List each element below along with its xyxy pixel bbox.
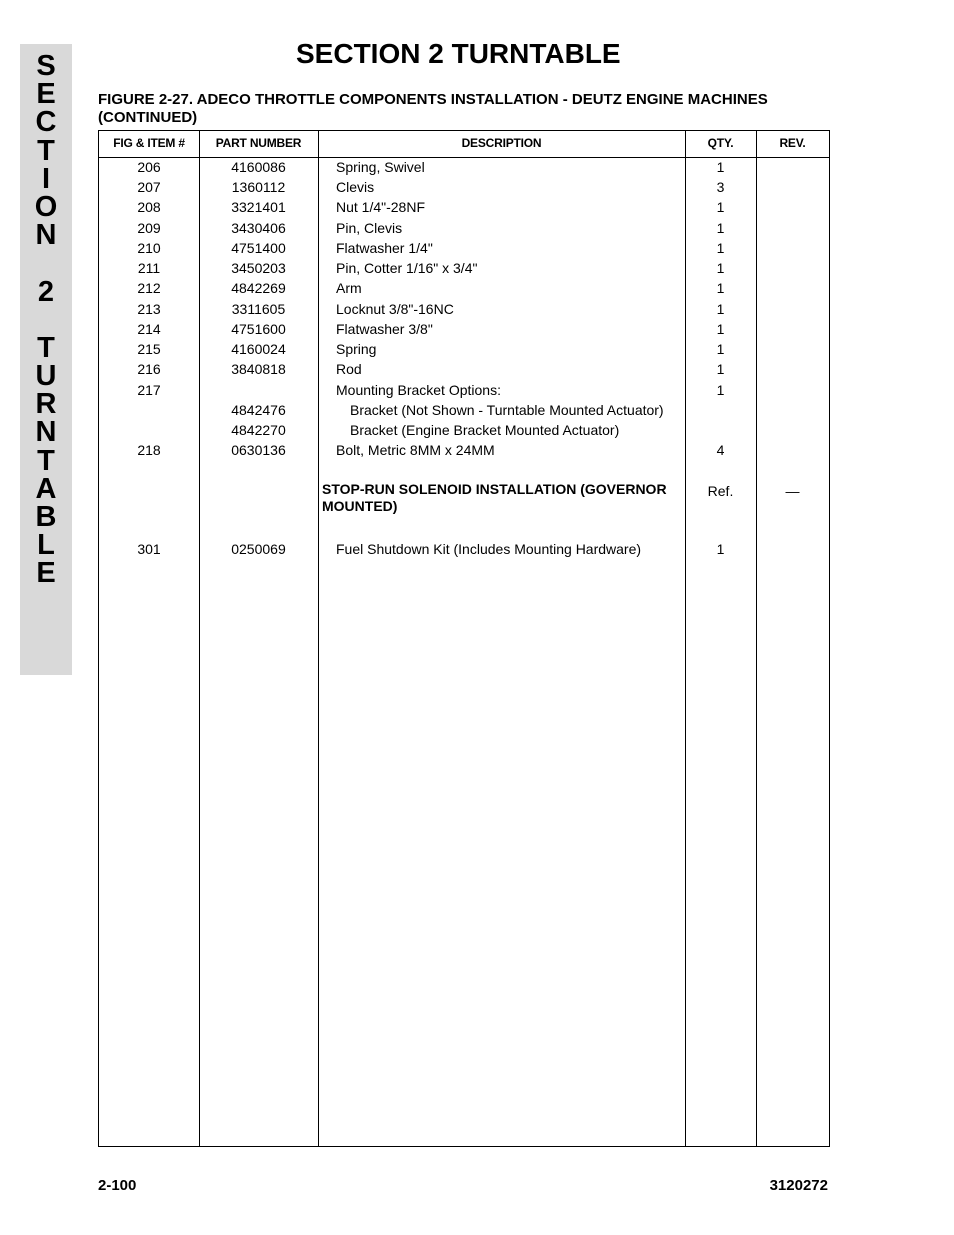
cell-part-number: 3321401 (231, 199, 286, 215)
cell-description: Spring (336, 341, 377, 357)
cell-part-number: 3840818 (231, 361, 286, 377)
cell-fig-item: 209 (137, 220, 161, 236)
cell-description: Bracket (Not Shown - Turntable Mounted Actuator) (350, 402, 664, 418)
side-tab-letter: T (37, 444, 55, 477)
column-divider (756, 131, 757, 1146)
cell-rev: — (785, 483, 800, 499)
cell-part-number: 0250069 (231, 541, 286, 557)
cell-description: Fuel Shutdown Kit (Includes Mounting Hardware) (336, 541, 642, 557)
side-tab-letter: U (35, 360, 57, 393)
figure-caption: FIGURE 2-27. ADECO THROTTLE COMPONENTS INSTALLATION - DEUTZ ENGINE MACHINES (CONTINUED) (98, 91, 768, 126)
header-fig-item: FIG & ITEM # (113, 136, 185, 150)
cell-qty: 1 (716, 341, 725, 357)
page-number: 2-100 (98, 1177, 137, 1194)
table-header (99, 131, 829, 158)
side-tab-letter: C (35, 106, 57, 139)
cell-part-number: 0630136 (231, 442, 286, 458)
cell-section-heading: STOP-RUN SOLENOID INSTALLATION (GOVERNOR MOUNTED) (322, 481, 667, 514)
cell-part-number: 4842270 (231, 422, 286, 438)
cell-description: Clevis (336, 179, 375, 195)
cell-description: Pin, Cotter 1/16" x 3/4" (336, 260, 478, 276)
cell-fig-item: 217 (137, 382, 161, 398)
cell-part-number: 3430406 (231, 220, 286, 236)
cell-qty: 1 (716, 240, 725, 256)
cell-description: Pin, Clevis (336, 220, 403, 236)
cell-part-number: 1360112 (231, 179, 286, 195)
cell-part-number: 4160024 (231, 341, 286, 357)
side-tab-letter: A (35, 472, 57, 505)
side-tab-letter: E (36, 557, 56, 590)
cell-fig-item: 212 (137, 280, 161, 296)
header-part-number: PART NUMBER (215, 136, 302, 150)
side-tab-letter: T (37, 331, 55, 364)
cell-description: Bracket (Engine Bracket Mounted Actuator) (350, 422, 620, 438)
side-tab-letter: L (37, 529, 55, 562)
cell-part-number: 4842476 (231, 402, 286, 418)
cell-qty: 1 (716, 382, 725, 398)
header-rev: REV. (779, 136, 806, 150)
parts-table (98, 130, 830, 1147)
side-tab-letter (20, 249, 72, 277)
cell-fig-item: 206 (137, 159, 161, 175)
cell-qty: 1 (716, 321, 725, 337)
cell-qty: 1 (716, 280, 725, 296)
side-tab-letter: B (35, 501, 57, 533)
side-tab-letter: I (41, 162, 51, 195)
cell-fig-item: 214 (137, 321, 161, 337)
cell-description: Nut 1/4"-28NF (336, 199, 426, 215)
cell-description: Rod (336, 361, 362, 377)
cell-description: Locknut 3/8"-16NC (336, 301, 454, 317)
cell-fig-item: 210 (137, 240, 161, 256)
document-number: 3120272 (769, 1177, 828, 1194)
section-side-tab (20, 44, 72, 675)
cell-qty: 1 (716, 260, 725, 276)
side-tab-letter: N (35, 416, 57, 449)
cell-fig-item: 301 (137, 541, 161, 557)
side-tab-letter: O (34, 190, 58, 223)
cell-qty: Ref. (707, 483, 734, 499)
cell-description: Spring, Swivel (336, 159, 425, 175)
side-tab-letter: R (35, 388, 57, 421)
cell-fig-item: 213 (137, 301, 161, 317)
cell-description: Flatwasher 3/8" (336, 321, 433, 337)
side-tab-letter: N (35, 219, 57, 252)
cell-qty: 1 (716, 301, 725, 317)
side-tab-letter (20, 306, 72, 334)
cell-fig-item: 218 (137, 442, 161, 458)
cell-part-number: 4751600 (231, 321, 286, 337)
cell-part-number: 4842269 (231, 280, 286, 296)
cell-qty: 1 (716, 220, 725, 236)
cell-description: Mounting Bracket Options: (336, 382, 501, 398)
cell-qty: 1 (716, 199, 725, 215)
side-tab-letter: 2 (37, 275, 55, 308)
cell-fig-item: 207 (137, 179, 161, 195)
cell-qty: 1 (716, 159, 725, 175)
cell-fig-item: 216 (137, 361, 161, 377)
cell-part-number: 4751400 (231, 240, 286, 256)
header-qty: QTY. (707, 136, 734, 150)
cell-qty: 1 (716, 541, 725, 557)
side-tab-letters (20, 52, 72, 588)
cell-part-number: 3450203 (231, 260, 286, 276)
cell-description: Bolt, Metric 8MM x 24MM (336, 442, 495, 458)
page-title: SECTION 2 TURNTABLE (296, 38, 621, 69)
cell-qty: 1 (716, 361, 725, 377)
cell-part-number: 4160086 (231, 159, 286, 175)
header-description: DESCRIPTION (461, 136, 542, 150)
cell-description: Flatwasher 1/4" (336, 240, 433, 256)
side-tab-letter: E (36, 78, 56, 111)
cell-qty: 4 (716, 442, 725, 458)
cell-fig-item: 211 (137, 260, 161, 276)
cell-fig-item: 208 (137, 199, 161, 215)
cell-qty: 3 (716, 179, 725, 195)
side-tab-letter: T (37, 134, 55, 167)
cell-description: Arm (336, 280, 362, 296)
column-divider (318, 131, 319, 1146)
cell-fig-item: 215 (137, 341, 161, 357)
side-tab-letter: S (36, 50, 56, 82)
cell-part-number: 3311605 (231, 301, 286, 317)
